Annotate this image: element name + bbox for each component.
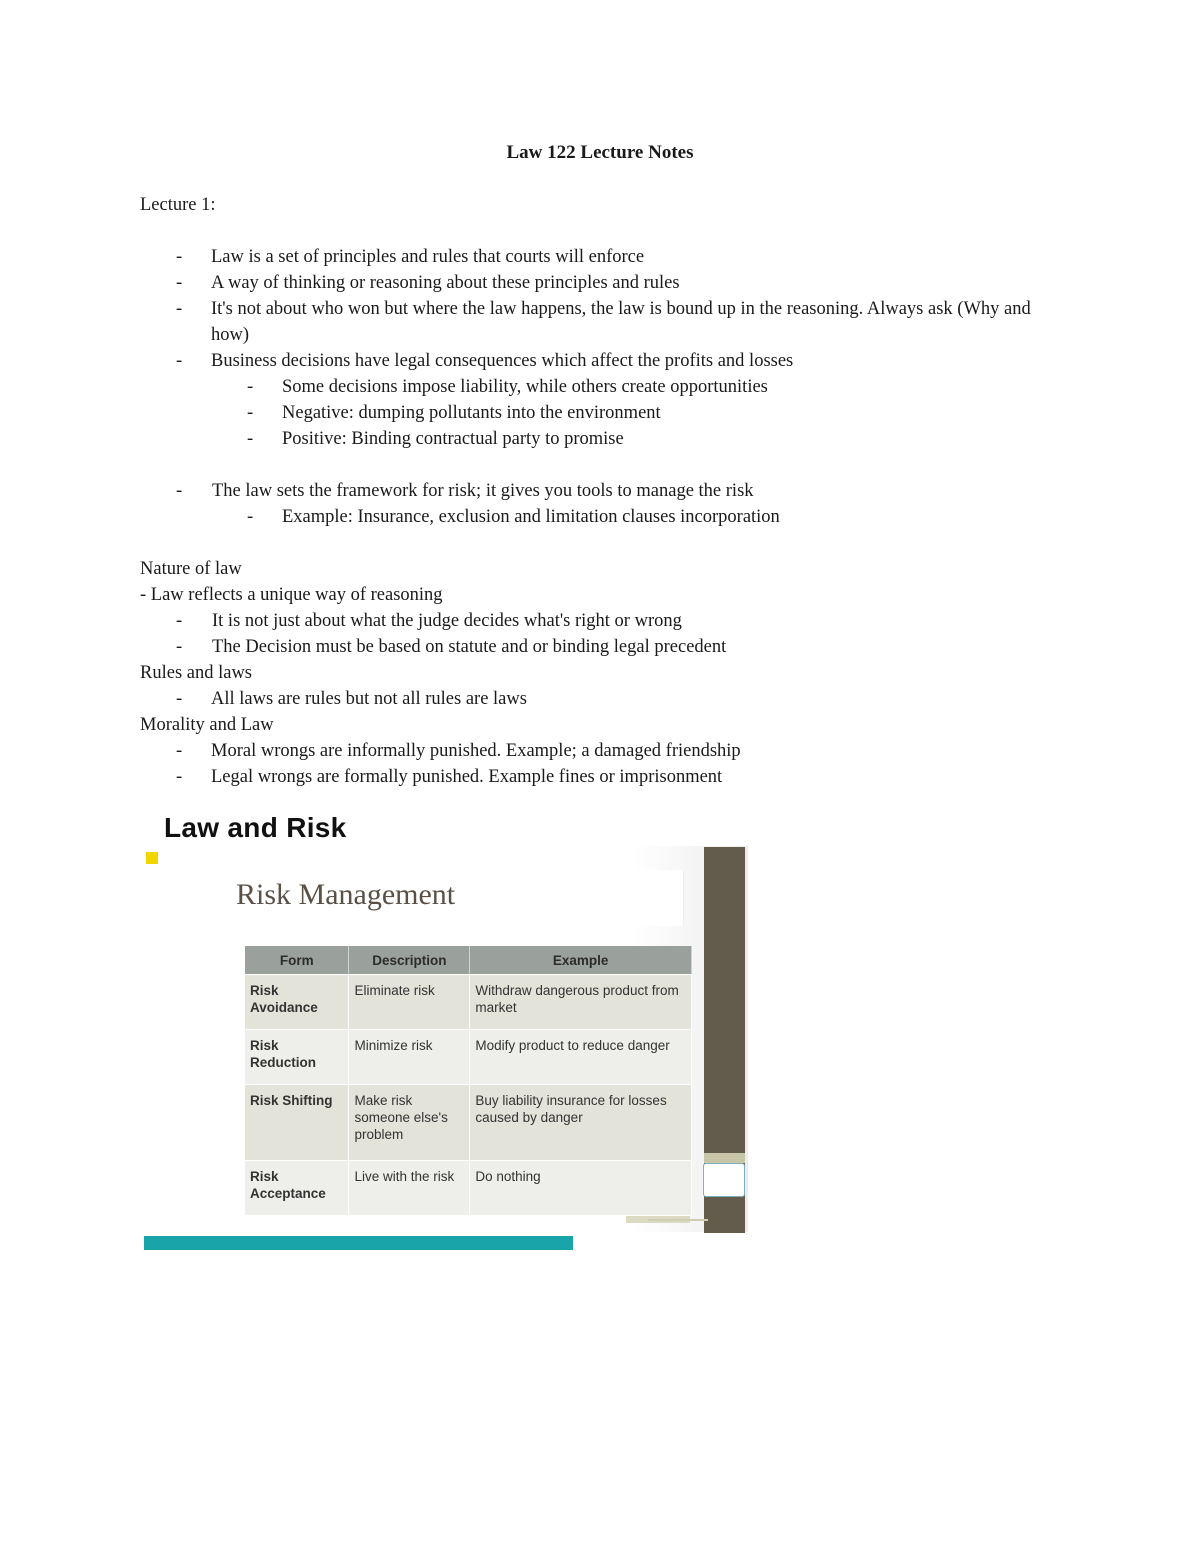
- bullet-text: Example: Insurance, exclusion and limitation clauses incorporation: [282, 507, 780, 527]
- bullet-text: The law sets the framework for risk; it gives you tools to manage the risk: [212, 481, 754, 501]
- sub-list-item: [247, 426, 1047, 452]
- table-header-row: [245, 946, 692, 975]
- slide-corner-line: [648, 1219, 708, 1221]
- bullet-dash: -: [176, 741, 183, 761]
- description-cell: Minimize risk: [349, 1030, 470, 1085]
- bullet-text: Positive: Binding contractual party to promise: [282, 429, 624, 449]
- description-cell: Live with the risk: [349, 1161, 470, 1216]
- sub-list-item: [247, 400, 1047, 426]
- section-heading-nature: Nature of law: [140, 559, 242, 579]
- bullet-text: All laws are rules but not all rules are laws: [211, 689, 527, 709]
- example-cell: Buy liability insurance for losses caused by danger: [470, 1085, 692, 1161]
- slide-heading: Law and Risk: [164, 812, 347, 843]
- table-row: [245, 1085, 692, 1161]
- bullet-dash: -: [176, 481, 183, 501]
- table-row: [245, 1161, 692, 1216]
- bullet-dash: -: [247, 507, 254, 527]
- slide-side-box: [703, 1163, 745, 1197]
- slide-bullet-square: [146, 852, 158, 864]
- bullet-text: Moral wrongs are informally punished. Example; a damaged friendship: [211, 741, 741, 761]
- bullet-text: Law is a set of principles and rules that courts will enforce: [211, 247, 645, 267]
- slide-side-bar: [704, 847, 745, 1233]
- bullet-dash: -: [176, 637, 183, 657]
- bullet-dash: -: [247, 377, 254, 397]
- column-header: Form: [245, 946, 349, 975]
- bullet-text: Negative: dumping pollutants into the environment: [282, 403, 661, 423]
- list-item: [176, 296, 1056, 348]
- list-item: [176, 270, 1056, 296]
- list-item: [176, 686, 1056, 712]
- bullet-dash: -: [176, 351, 183, 371]
- form-cell: Risk Reduction: [245, 1030, 349, 1085]
- section-heading-morality: Morality and Law: [140, 715, 274, 735]
- document-title: Law 122 Lecture Notes: [506, 142, 694, 163]
- slide-teal-bar: [144, 1236, 573, 1250]
- bullet-text: It's not about who won but where the law happens, the law is bound up in the reasoning. Always ask (Why and how): [211, 299, 1031, 345]
- list-item: [176, 244, 1056, 270]
- slide-image: [140, 808, 750, 1258]
- slide-subtitle: Risk Management: [236, 878, 456, 911]
- bullet-dash: -: [247, 403, 254, 423]
- bullet-text: The Decision must be based on statute and or binding legal precedent: [212, 637, 727, 657]
- list-item: [176, 478, 1056, 504]
- description-cell: Eliminate risk: [349, 975, 470, 1030]
- list-item: [176, 738, 1056, 764]
- form-cell: Risk Acceptance: [245, 1161, 349, 1216]
- example-cell: Modify product to reduce danger: [470, 1030, 692, 1085]
- column-header: Description: [349, 946, 470, 975]
- section-heading-rules: Rules and laws: [140, 663, 253, 683]
- column-header: Example: [470, 946, 692, 975]
- form-cell: Risk Avoidance: [245, 975, 349, 1030]
- bullet-text: Legal wrongs are formally punished. Example fines or imprisonment: [211, 767, 723, 787]
- bullet-dash: -: [247, 429, 254, 449]
- bullet-dash: -: [176, 273, 183, 293]
- table-row: [245, 1030, 692, 1085]
- bullet-dash: -: [176, 689, 183, 709]
- bullet-dash: -: [176, 299, 183, 319]
- nature-intro: - Law reflects a unique way of reasoning: [140, 585, 443, 605]
- risk-management-table: [245, 946, 692, 1216]
- bullet-dash: -: [176, 247, 183, 267]
- bullet-text: Business decisions have legal consequences which affect the profits and losses: [211, 351, 794, 371]
- sub-list-item: [247, 504, 1047, 530]
- slide-side-accent: [704, 1153, 745, 1163]
- table-row: [245, 975, 692, 1030]
- bullet-text: Some decisions impose liability, while others create opportunities: [282, 377, 768, 397]
- bullet-dash: -: [176, 611, 183, 631]
- example-cell: Do nothing: [470, 1161, 692, 1216]
- example-cell: Withdraw dangerous product from market: [470, 975, 692, 1030]
- bullet-text: It is not just about what the judge decides what's right or wrong: [212, 611, 682, 631]
- description-cell: Make risk someone else's problem: [349, 1085, 470, 1161]
- form-cell: Risk Shifting: [245, 1085, 349, 1161]
- list-item: [176, 608, 1056, 634]
- bullet-dash: -: [176, 767, 183, 787]
- lecture-heading: Lecture 1:: [140, 195, 216, 215]
- list-item: [176, 764, 1056, 790]
- list-item: [176, 348, 1056, 374]
- sub-list-item: [247, 374, 1047, 400]
- list-item: [176, 634, 1056, 660]
- bullet-text: A way of thinking or reasoning about these principles and rules: [211, 273, 680, 293]
